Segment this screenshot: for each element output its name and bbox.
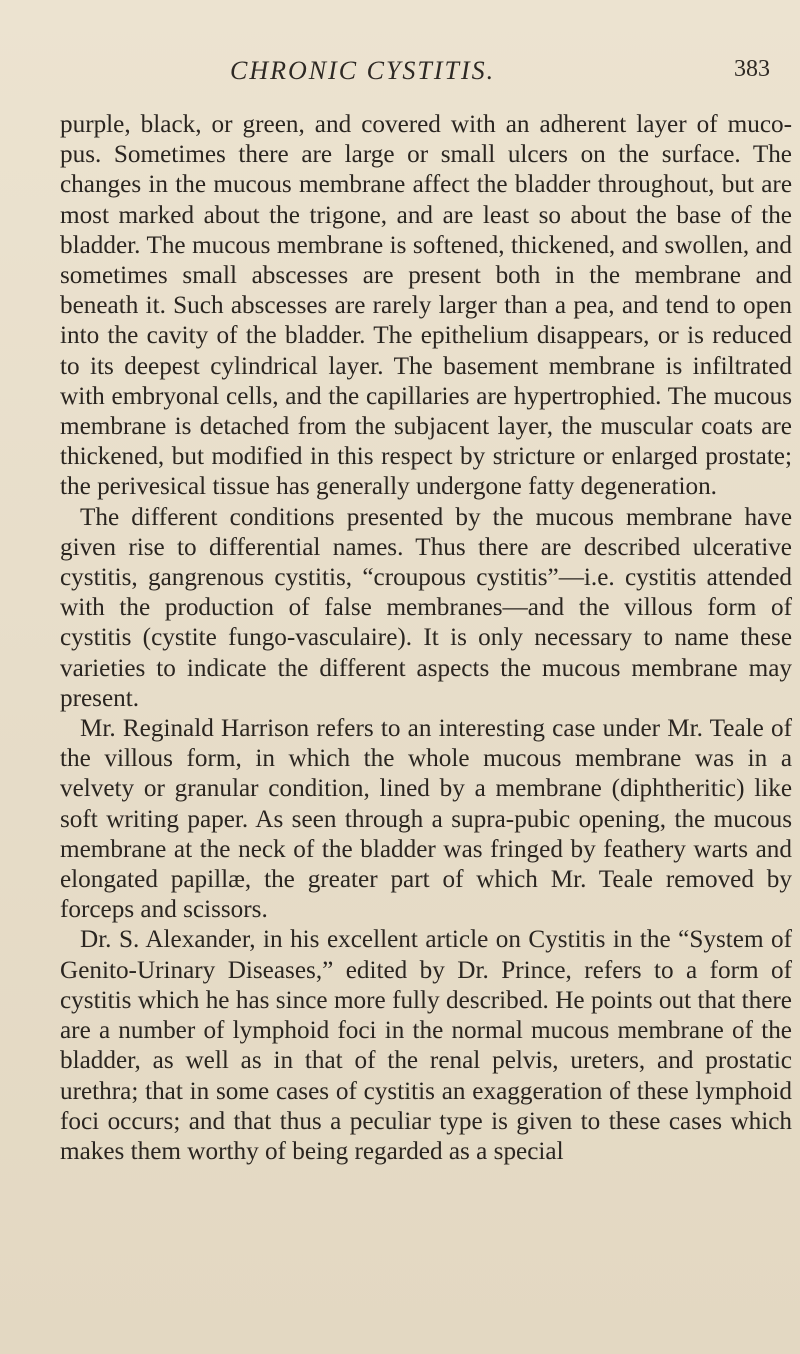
body-text (60, 110, 792, 1167)
page-number: 383 (734, 56, 770, 82)
page-header (0, 56, 800, 92)
paragraph: purple, black, or green, and covered with an adherent layer of muco-pus. Sometimes there are large or small ulcers on the surface. The changes in the mucous membrane affect the bladder throughout, but are most marked about the trigone, and are least so about the base of the bladder. The mucous membrane is softened, thickened, and swollen, and sometimes small abscesses are present both in the membrane and beneath it. Such abscesses are rarely larger than a pea, and tend to open into the cavity of the bladder. The epithelium disappears, or is reduced to its deepest cylindrical layer. The basement membrane is infiltrated with embryonal cells, and the capillaries are hypertrophied. The mucous membrane is detached from the subjacent layer, the muscular coats are thickened, but modified in this respect by stricture or enlarged prostate; the perivesical tissue has generally undergone fatty degeneration. (60, 111, 792, 501)
paragraph: The different conditions presented by the mucous membrane have given rise to differential names. Thus there are described ulcerative cystitis, gangrenous cystitis, “croupous cystitis”—i.e. cystitis attended with the production of false membranes—and the villous form of cystitis (cystite fungo-vasculaire). It is only necessary to name these varieties to indicate the different aspects the mucous membrane may present. (60, 503, 792, 712)
paragraph: Mr. Reginald Harrison refers to an interesting case under Mr. Teale of the villous form, in which the whole mucous membrane was in a velvety or granular condition, lined by a membrane (diphtheritic) like soft writing paper. As seen through a supra-pubic opening, the mucous membrane at the neck of the bladder was fringed by feathery warts and elongated papillæ, the greater part of which Mr. Teale removed by forceps and scissors. (60, 715, 792, 924)
paragraph: Dr. S. Alexander, in his excellent article on Cystitis in the “System of Genito-Urinary Diseases,” edited by Dr. Prince, refers to a form of cystitis which he has since more fully described. He points out that there are a number of lymphoid foci in the normal mucous membrane of the bladder, as well as in that of the renal pelvis, ureters, and prostatic urethra; that in some cases of cystitis an exaggeration of these lymphoid foci occurs; and that thus a peculiar type is given to these cases which makes them worthy of being regarded as a special (60, 926, 792, 1165)
running-title: CHRONIC CYSTITIS. (230, 56, 496, 85)
